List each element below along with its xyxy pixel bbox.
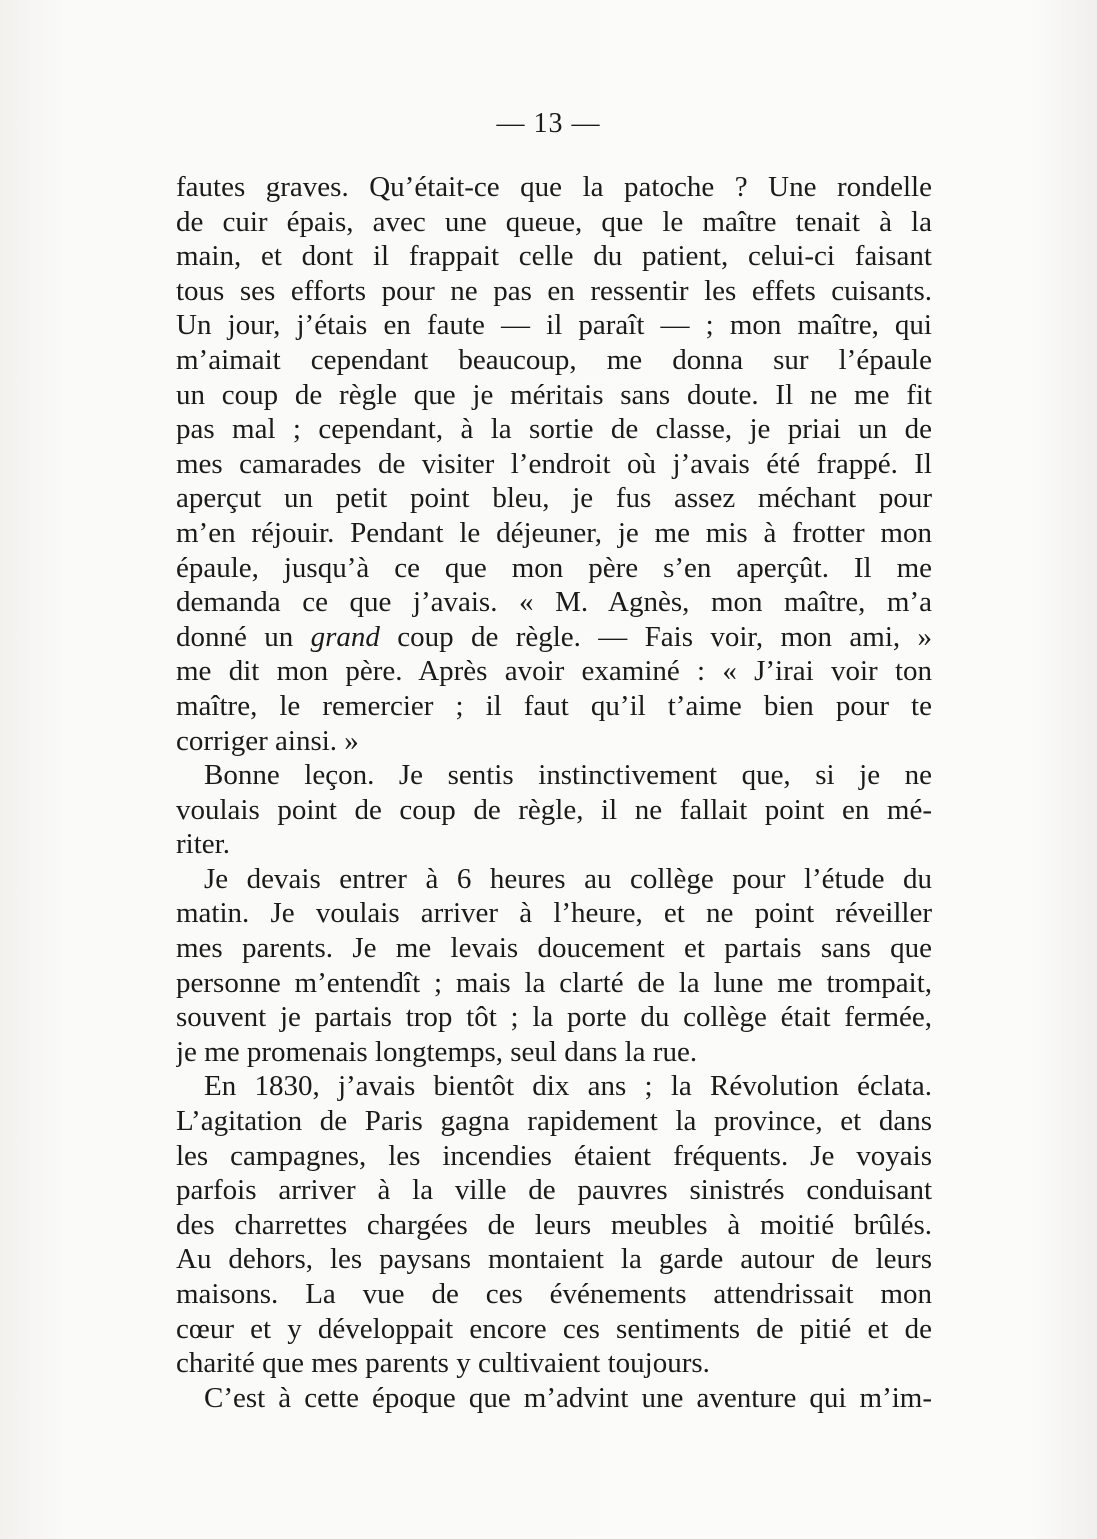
- text-line: mes parents. Je me levais doucement et partais sans que: [176, 932, 932, 965]
- text-line: corriger ainsi. »: [176, 724, 359, 757]
- text-line: demanda ce que j’avais. « M. Agnès, mon maître, m’a: [176, 586, 932, 619]
- text-line: aperçut un petit point bleu, je fus assez méchant pour: [176, 482, 932, 515]
- text-line: de cuir épais, avec une queue, que le maître tenait à la: [176, 205, 932, 238]
- text-line: charité que mes parents y cultivaient toujours.: [176, 1347, 710, 1380]
- text-line: main, et dont il frappait celle du patient, celui-ci faisant: [176, 240, 932, 273]
- page-number: — 13 —: [496, 108, 601, 139]
- text-line: voulais point de coup de règle, il ne fallait point en mé-: [176, 793, 932, 826]
- text-line: maisons. La vue de ces événements attendrissait mon: [176, 1278, 932, 1310]
- text-line: un coup de règle que je méritais sans doute. Il ne me fit: [176, 378, 932, 411]
- text-line: riter.: [176, 828, 230, 861]
- text-line: matin. Je voulais arriver à l’heure, et ne point réveiller: [176, 897, 932, 930]
- text-line: C’est à cette époque que m’advint une aventure qui m’im-: [204, 1381, 932, 1414]
- text-segment: coup de règle. — Fais voir, mon ami, »: [379, 620, 932, 653]
- text-line: cœur et y développait encore ces sentiments de pitié et de: [176, 1312, 932, 1345]
- text-line: tous ses efforts pour ne pas en ressentir les effets cuisants.: [176, 274, 932, 307]
- text-line: mes camarades de visiter l’endroit où j’avais été frappé. Il: [176, 447, 932, 480]
- text-line: En 1830, j’avais bientôt dix ans ; la Révolution éclata.: [204, 1070, 932, 1103]
- italic-word: grand: [310, 620, 380, 653]
- text-line: Un jour, j’étais en faute — il paraît — ; mon maître, qui: [176, 309, 932, 342]
- text-line: les campagnes, les incendies étaient fréquents. Je voyais: [176, 1139, 932, 1172]
- text-line: m’aimait cependant beaucoup, me donna sur l’épaule: [176, 343, 932, 376]
- text-line: épaule, jusqu’à ce que mon père s’en aperçût. Il me: [176, 551, 932, 584]
- text-line: fautes graves. Qu’était-ce que la patoche ? Une rondelle: [176, 171, 932, 203]
- text-line: pas mal ; cependant, à la sortie de classe, je priai un de: [176, 413, 932, 446]
- text-segment: donné un: [176, 620, 311, 653]
- text-line: je me promenais longtemps, seul dans la rue.: [176, 1035, 698, 1068]
- text-line: parfois arriver à la ville de pauvres sinistrés conduisant: [176, 1174, 932, 1207]
- text-line: me dit mon père. Après avoir examiné : « J’irai voir ton: [176, 655, 932, 688]
- text-line: m’en réjouir. Pendant le déjeuner, je me mis à frotter mon: [176, 516, 932, 549]
- text-line: souvent je partais trop tôt ; la porte du collège était fermée,: [176, 1001, 932, 1034]
- body-text: [176, 170, 932, 1415]
- text-line: Au dehors, les paysans montaient la garde autour de leurs: [176, 1243, 932, 1276]
- text-line: des charrettes chargées de leurs meubles à moitié brûlés.: [176, 1208, 932, 1241]
- text-line: Bonne leçon. Je sentis instinctivement que, si je ne: [204, 759, 932, 792]
- text-line: [176, 620, 932, 655]
- text-line: Je devais entrer à 6 heures au collège pour l’étude du: [204, 862, 932, 895]
- text-line: L’agitation de Paris gagna rapidement la province, et dans: [176, 1105, 932, 1138]
- text-line: maître, le remercier ; il faut qu’il t’aime bien pour te: [176, 689, 932, 722]
- text-line: personne m’entendît ; mais la clarté de la lune me trompait,: [176, 966, 932, 999]
